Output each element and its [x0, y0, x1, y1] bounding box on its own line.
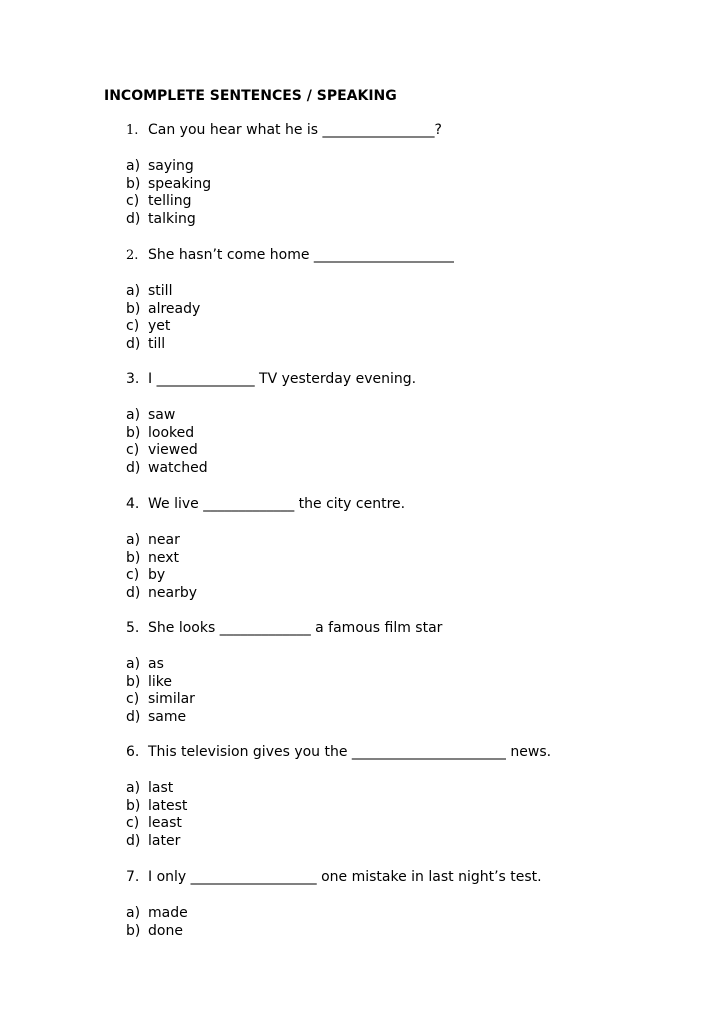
question-text: This television gives you the ______________________ news.	[148, 744, 552, 760]
option-letter: d)	[126, 832, 141, 849]
page-title: INCOMPLETE SENTENCES / SPEAKING	[104, 88, 397, 104]
option-letter: c)	[126, 193, 140, 210]
option-letter: d)	[126, 459, 141, 476]
option-letter: c)	[126, 567, 140, 584]
option-text: yet	[148, 318, 171, 335]
option-letter: a)	[126, 905, 141, 921]
option-text: saw	[148, 407, 176, 423]
question-number: 5.	[126, 620, 140, 636]
option-text: viewed	[148, 442, 198, 459]
option-letter: b)	[126, 797, 141, 814]
option-letter: d)	[126, 335, 141, 352]
option-letter: a)	[126, 283, 141, 299]
option-text: speaking	[148, 175, 212, 192]
option-text: same	[148, 708, 187, 725]
option-text: done	[148, 922, 183, 939]
option-letter: c)	[126, 442, 140, 459]
option-letter: b)	[126, 175, 141, 192]
option-text: till	[148, 335, 166, 352]
question-number: 2.	[126, 248, 139, 263]
option-letter: a)	[126, 407, 141, 423]
option-letter: b)	[126, 922, 141, 939]
question-text: She looks _____________ a famous film star	[148, 620, 443, 636]
option-text: least	[148, 815, 182, 832]
question-number: 7.	[126, 869, 140, 885]
option-text: like	[148, 673, 173, 690]
option-text: made	[148, 905, 188, 921]
option-letter: a)	[126, 656, 141, 672]
option-text: as	[148, 656, 164, 672]
option-letter: a)	[126, 158, 141, 174]
option-text: next	[148, 549, 180, 566]
question-number: 3.	[126, 371, 140, 387]
option-letter: d)	[126, 584, 141, 601]
option-text: still	[148, 283, 173, 299]
option-letter: b)	[126, 549, 141, 566]
question-number: 1.	[126, 123, 139, 138]
option-text: looked	[148, 424, 195, 441]
question-text: She hasn’t come home ____________________	[148, 247, 454, 263]
option-letter: d)	[126, 210, 141, 227]
option-letter: c)	[126, 691, 140, 708]
option-text: similar	[148, 691, 195, 708]
option-letter: c)	[126, 318, 140, 335]
question-text: I ______________ TV yesterday evening.	[148, 371, 417, 387]
option-letter: b)	[126, 673, 141, 690]
option-text: saying	[148, 158, 194, 174]
option-letter: d)	[126, 708, 141, 725]
option-text: talking	[148, 210, 196, 227]
question-text: I only __________________ one mistake in last night’s test.	[148, 869, 542, 885]
option-text: latest	[148, 797, 188, 814]
option-text: later	[148, 832, 181, 849]
option-letter: c)	[126, 815, 140, 832]
option-text: telling	[148, 193, 192, 210]
option-letter: a)	[126, 532, 141, 548]
question-text: Can you hear what he is ________________?	[148, 122, 442, 138]
option-letter: b)	[126, 300, 141, 317]
option-text: watched	[148, 459, 208, 476]
option-text: last	[148, 780, 174, 796]
question-text: We live _____________ the city centre.	[148, 496, 406, 512]
option-text: near	[148, 532, 180, 548]
option-text: already	[148, 300, 201, 317]
option-text: nearby	[148, 584, 197, 601]
question-number: 6.	[126, 744, 140, 760]
option-letter: b)	[126, 424, 141, 441]
option-text: by	[148, 567, 166, 584]
option-letter: a)	[126, 780, 141, 796]
question-number: 4.	[126, 496, 140, 512]
